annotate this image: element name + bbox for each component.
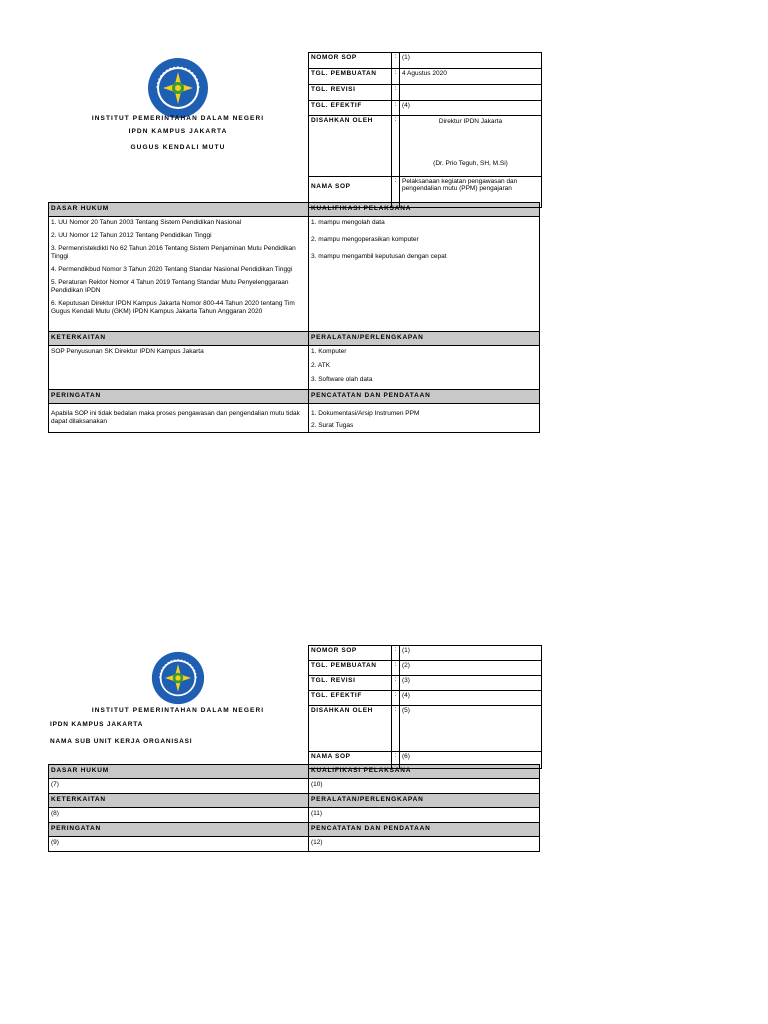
sop-form-template — [48, 645, 540, 852]
disahkan-value: (5) — [402, 707, 410, 714]
dasar-hukum-value: (7) — [49, 779, 309, 793]
kualifikasi-value: (10) — [311, 781, 323, 788]
meta-row-revisi — [309, 676, 541, 691]
peralatan-title: PERALATAN/PERLENGKAPAN — [311, 334, 424, 341]
efektif-value: (4) — [402, 692, 410, 699]
list-item: 5. Peraturan Rektor Nomor 4 Tahun 2019 Tentang Standar Mutu Penyelenggaraan Pendidikan IPDN — [51, 279, 289, 294]
meta-row-pembuatan — [309, 69, 541, 85]
colon: : — [391, 85, 400, 100]
colon: : — [391, 116, 400, 176]
keterkaitan-text: SOP Penyusunan SK Direktur IPDN Kampus Jakarta — [49, 346, 309, 389]
revisi-value: (3) — [402, 677, 410, 684]
pembuatan-label: TGL. PEMBUATAN — [311, 70, 377, 77]
list-item: 2. mampu mengoperasikan komputer — [311, 236, 419, 243]
sop-meta-table — [308, 645, 542, 769]
list-item: 3. mampu mengambil keputusan dengan cepat — [311, 253, 447, 260]
efektif-label: TGL. EFEKTIF — [311, 102, 362, 109]
peringatan-value: (9) — [49, 837, 309, 851]
pembuatan-label: TGL. PEMBUATAN — [311, 662, 377, 669]
kualifikasi-list — [309, 217, 539, 331]
nomor-label: NOMOR SOP — [311, 647, 357, 654]
efektif-label: TGL. EFEKTIF — [311, 692, 362, 699]
sop-form-filled — [48, 52, 540, 433]
campus-name: IPDN KAMPUS JAKARTA — [128, 128, 228, 135]
dasar-hukum-title: DASAR HUKUM — [49, 203, 309, 216]
peringatan-title: PERINGATAN — [49, 390, 309, 403]
sop-meta-table — [308, 52, 542, 208]
form-header — [48, 645, 540, 764]
keterkaitan-title: KETERKAITAN — [49, 794, 309, 807]
kualifikasi-title: KUALIFIKASI PELAKSANA — [311, 205, 412, 212]
section-head-peringatan — [48, 390, 540, 404]
meta-row-efektif — [309, 691, 541, 706]
meta-row-nama — [309, 177, 541, 208]
list-item: 1. Dokumentasi/Arsip Instrumen PPM — [311, 410, 420, 417]
nama-value: (6) — [402, 753, 410, 760]
nama-value: Pelaksanaan kegiatan pengawasan dan pengendalian mutu (PPM) pengajaran — [402, 178, 518, 192]
revisi-label: TGL. REVISI — [311, 86, 356, 93]
colon: : — [391, 53, 400, 68]
disahkan-value — [400, 116, 541, 176]
section-body-keterkaitan — [48, 346, 540, 390]
pembuatan-value: 4 Agustus 2020 — [402, 70, 447, 77]
peralatan-value: (11) — [311, 810, 323, 817]
section-body-peringatan — [48, 837, 540, 852]
list-item: 6. Keputusan Direktur IPDN Kampus Jakarta Nomor 800-44 Tahun 2020 tentang Tim Gugus Kendali Mutu (GKM) IPDN Kampus Jakarta Tahun Anggaran 2020 — [51, 300, 295, 315]
pencatatan-value: (12) — [311, 839, 323, 846]
form-header — [48, 52, 540, 202]
section-body-peringatan — [48, 404, 540, 433]
list-item: 3. Software olah data — [311, 376, 373, 383]
nama-label: NAMA SOP — [311, 183, 351, 190]
meta-row-nomor — [309, 646, 541, 661]
colon: : — [391, 101, 400, 115]
colon: : — [391, 661, 400, 675]
nomor-value: (1) — [402, 54, 410, 61]
peringatan-text: Apabila SOP ini tidak bedalan maka proses pengawasan dan pengendalian mutu tidak dapat dilaksanakan — [49, 404, 309, 432]
disahkan-label: DISAHKAN OLEH — [311, 707, 373, 714]
colon: : — [391, 646, 400, 660]
kualifikasi-title: KUALIFIKASI PELAKSANA — [311, 767, 412, 774]
ipdn-logo-icon — [147, 57, 209, 119]
approver-name: (Dr. Prio Teguh, SH, M.Si) — [433, 160, 508, 167]
list-item: 1. UU Nomor 20 Tahun 2003 Tentang Sistem Pendidikan Nasional — [51, 219, 242, 226]
section-body-dasar — [48, 217, 540, 332]
list-item: 1. mampu mengolah data — [311, 219, 385, 226]
institution-name: INSTITUT PEMERINTAHAN DALAM NEGERI — [91, 707, 265, 714]
meta-row-disahkan — [309, 706, 541, 752]
section-body-keterkaitan — [48, 808, 540, 823]
list-item: 2. Surat Tugas — [311, 422, 354, 429]
section-head-peringatan — [48, 823, 540, 837]
section-head-keterkaitan — [48, 794, 540, 808]
header-left — [48, 645, 308, 764]
campus-name: IPDN KAMPUS JAKARTA — [50, 721, 144, 728]
unit-name: GUGUS KENDALI MUTU — [130, 144, 226, 151]
dasar-hukum-list — [49, 217, 309, 331]
colon: : — [391, 752, 400, 768]
unit-name: NAMA SUB UNIT KERJA ORGANISASI — [50, 738, 193, 745]
list-item: 1. Komputer — [311, 348, 347, 355]
colon: : — [391, 691, 400, 705]
meta-row-nomor — [309, 53, 541, 69]
meta-row-nama — [309, 752, 541, 769]
approver-title: Direktur IPDN Jakarta — [438, 118, 503, 125]
keterkaitan-title: KETERKAITAN — [49, 332, 309, 345]
pencatatan-list — [309, 404, 539, 432]
colon: : — [391, 69, 400, 84]
list-item: 4. Permendikbud Nomor 3 Tahun 2020 Tentang Standar Nasional Pendidikan Tinggi — [51, 266, 293, 273]
colon: : — [391, 177, 400, 207]
ipdn-logo-icon — [151, 651, 205, 705]
dasar-hukum-title: DASAR HUKUM — [49, 765, 309, 778]
pembuatan-value: (2) — [402, 662, 410, 669]
keterkaitan-value: (8) — [49, 808, 309, 822]
efektif-value: (4) — [402, 102, 410, 109]
peralatan-title: PERALATAN/PERLENGKAPAN — [311, 796, 424, 803]
header-left — [48, 52, 308, 202]
list-item: 3. Permenristekdikti No 62 Tahun 2016 Tentang Sistem Penjaminan Mutu Pendidikan Tinggi — [51, 245, 296, 260]
meta-row-pembuatan — [309, 661, 541, 676]
list-item: 2. ATK — [311, 362, 331, 369]
nomor-label: NOMOR SOP — [311, 54, 357, 61]
pencatatan-title: PENCATATAN DAN PENDATAAN — [311, 392, 431, 399]
revisi-label: TGL. REVISI — [311, 677, 356, 684]
revisi-value — [400, 85, 541, 100]
pencatatan-title: PENCATATAN DAN PENDATAAN — [311, 825, 431, 832]
meta-row-efektif — [309, 101, 541, 116]
nama-label: NAMA SOP — [311, 753, 351, 760]
colon: : — [391, 706, 400, 751]
institution-name: INSTITUT PEMERINTAHAN DALAM NEGERI — [91, 115, 265, 122]
colon: : — [391, 676, 400, 690]
meta-row-revisi — [309, 85, 541, 101]
list-item: 2. UU Nomor 12 Tahun 2012 Tentang Pendidikan Tinggi — [51, 232, 212, 239]
section-body-dasar — [48, 779, 540, 794]
peringatan-title: PERINGATAN — [49, 823, 309, 836]
disahkan-label: DISAHKAN OLEH — [311, 117, 373, 124]
meta-row-disahkan — [309, 116, 541, 177]
section-head-keterkaitan — [48, 332, 540, 346]
nomor-value: (1) — [402, 647, 410, 654]
peralatan-list — [309, 346, 539, 389]
